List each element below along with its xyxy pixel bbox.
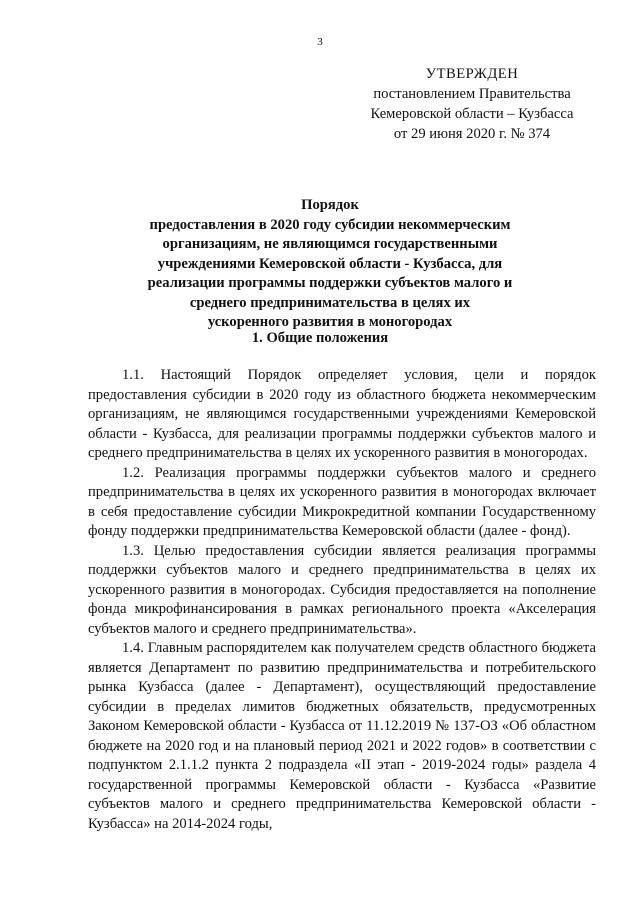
approval-head: УТВЕРЖДЕН	[425, 66, 519, 82]
approval-line: Кемеровской области – Кузбасса	[370, 106, 574, 122]
paragraph: 1.1. Настоящий Порядок определяет условия, цели и порядок предоставления субсидии в 2020 году из областного бюджета некоммерческим организациям, не являющимся государственными учреждениями Кемеровской области - Кузбасса, для реализации программы поддержки субъектов малого и среднего предпринимательства в целях их ускоренного развития в моногородах.	[88, 367, 596, 461]
title-line: организациям, не являющимся государственными	[162, 236, 498, 252]
page-number: 3	[317, 36, 323, 48]
body-text	[88, 366, 596, 834]
title-line: среднего предпринимательства в целях их	[189, 294, 471, 311]
title-line: учреждениями Кемеровской области - Кузбасса, для	[157, 255, 503, 272]
approval-line: постановлением Правительства	[373, 86, 571, 102]
title-line: предоставления в 2020 году субсидии некоммерческим	[149, 216, 511, 233]
document-title	[120, 196, 540, 333]
approval-line: от 29 июня 2020 г. № 374	[393, 126, 551, 142]
paragraph: 1.4. Главным распорядителем как получателем средств областного бюджета является Департамент по развитию предпринимательства и потребительского рынка Кузбасса (далее - Департамент), осуществляющий предоставление субсидии в пределах лимитов бюджетных обязательств, предусмотренных Законом Кемеровской области - Кузбасса от 11.12.2019 № 137-ОЗ «Об областном бюджете на 2020 год и на плановый период 2021 и 2022 годов» в соответствии с подпунктом 2.1.1.2 пункта 2 подраздела «II этап - 2019-2024 годы» раздела 4 государственной программы Кемеровской области - Кузбасса «Развитие субъектов малого и среднего предпринимательства Кемеровской области - Кузбасса» на 2014-2024 годы,	[88, 640, 596, 832]
title-line: реализации программы поддержки субъектов малого и	[147, 275, 513, 291]
paragraph: 1.2. Реализация программы поддержки субъектов малого и среднего предпринимательства в целях их ускоренного развития в моногородах включает в себя предоставление субсидии Микрокредитной компании Государственному фонду поддержки предпринимательства Кемеровской области (далее - фонд).	[88, 464, 596, 539]
approval-stamp	[352, 64, 592, 144]
section-heading: 1. Общие положения	[251, 330, 389, 346]
title-line: Порядок	[301, 197, 359, 213]
paragraph: 1.3. Целью предоставления субсидии является реализация программы поддержки субъектов малого и среднего предпринимательства в целях их ускоренного развития в моногородах. Субсидия предоставляется на пополнение фонда микрофинансирования в рамках регионального проекта «Акселерация субъектов малого и среднего предпринимательства».	[88, 542, 596, 637]
title-line: ускоренного развития в моногородах	[207, 314, 453, 330]
